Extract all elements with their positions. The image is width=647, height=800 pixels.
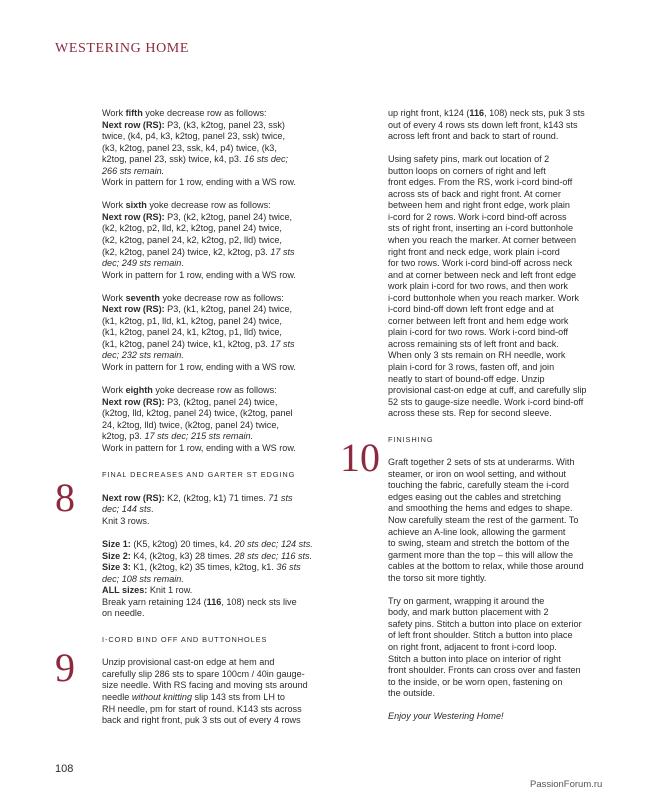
text-line: button loops on corners of right and left — [388, 165, 546, 176]
closing-line: Enjoy your Westering Home! — [388, 711, 504, 722]
sixth-decrease-block: Work sixth yoke decrease row as follows: Next row (RS): P3, (k2, k2tog, panel 24) twice, (k2, k2tog, p2, lld, k2, k2tog, panel 24) twice, (k2, k2tog, panel 24, k2, k2tog, p2, lld) twice, (k2, k2tog, panel 24) twice, k2, k2tog, p3. 17 sts dec; 249 sts remain. Work in pattern for 1 row, ending with a WS row. — [102, 200, 296, 280]
fifth-decrease-block: Work fifth yoke decrease row as follows: Next row (RS): P3, (k3, k2tog, panel 23, ssk) twice, (k4, p4, k3, k2tog, panel 23, ssk) twice, (k3, k2tog, panel 23, ssk, k4, p4) twice, (k3, k2tog, panel 23, ssk) twice, k4, p3. 16 sts dec; 266 sts remain. Work in pattern for 1 row, ending with a WS row. — [102, 108, 296, 188]
step-9-continued: up right front, k124 (116, 108) neck sts, puk 3 sts out of every 4 rows sts down left front, k143 sts across left front and back to start of round. — [388, 108, 585, 142]
finishing-paragraph-2 — [388, 596, 596, 700]
right-column — [388, 108, 596, 723]
text-line: between hem and right front edge, work plain — [388, 200, 570, 211]
step-10-number: 10 — [340, 435, 380, 480]
step-8-number: 8 — [55, 475, 75, 520]
text-line: across sts of back and right front. At corner — [388, 188, 561, 199]
page-number: 108 — [55, 763, 74, 775]
step-9-number: 9 — [55, 645, 75, 690]
text-line: work plain i-cord for two rows, and then work — [388, 281, 568, 292]
text-line: Stitch a button into place on interior of right — [388, 653, 561, 664]
text-line: across these sts. Rep for second sleeve. — [388, 408, 552, 419]
text-line: front edges. From the RS, work i-cord bind-off — [388, 177, 573, 188]
step-10-heading: FINISHING — [388, 434, 434, 444]
text-line: i-cord buttonhole when you reach marker. Work — [388, 292, 579, 303]
text-line: Try on garment, wrapping it around the — [388, 595, 545, 606]
text-line: Now carefully steam the rest of the garment. To — [388, 515, 579, 525]
text-line: body, and mark button placement with 2 — [388, 607, 549, 618]
text-line: cables at the bottom to relax, while those around — [388, 561, 584, 572]
step-8-heading: FINAL DECREASES AND GARTER ST EDGING — [102, 470, 296, 480]
text-line: Using safety pins, mark out location of 2 — [388, 154, 550, 165]
text-line: garment more than the top – this will allow the — [388, 549, 574, 560]
left-column — [102, 108, 313, 727]
text-line: neatly to start of bound-off edge. Unzip — [388, 373, 545, 384]
finishing-paragraph-1 — [388, 457, 596, 584]
text-line: plain i-cord for 3 rows, fasten off, and join — [388, 361, 555, 372]
text-line: to the inside, or be worn open, fastening on — [388, 676, 563, 687]
text-line: front shoulder. Fronts can cross over and fasten — [388, 665, 581, 676]
text-line: and at corner between neck and left front edge — [388, 269, 577, 280]
text-line: across remaining sts of left front and back. — [388, 338, 559, 349]
step-9-body: Unzip provisional cast-on edge at hem and carefully slip 286 sts to spare 100cm / 40in gauge- size needle. With RS facing and moving sts around needle without knitting slip 143 sts from LH to RH needle, pm for start of round. K143 sts across back and right front, puk 3 sts out of every 4 rows — [102, 657, 308, 726]
text-line: steamer, or iron on wool setting, and without — [388, 468, 566, 479]
buttonhole-paragraph — [388, 154, 596, 420]
text-line: 52 sts to gauge-size needle. Work i-cord bind-off — [388, 396, 584, 407]
text-line: Graft together 2 sets of sts at underarms. With — [388, 457, 575, 468]
step-8-sizes: Size 1: (K5, k2tog) 20 times, k4. 20 sts dec; 124 sts. Size 2: K4, (k2tog, k3) 28 times. 28 sts dec; 116 sts. Size 3: K1, (k2tog, k2) 35 times, k2tog, k1. 36 sts dec; 108 sts remain. ALL sizes: Knit 1 row. Break yarn retaining 124 (116, 108) neck sts live on needle. — [102, 538, 313, 619]
text-line: of left front shoulder. Stitch a button into place — [388, 630, 573, 641]
text-line: sts of right front, inserting an i-cord buttonhole — [388, 223, 574, 234]
step-9-heading: I-CORD BIND OFF AND BUTTONHOLES — [102, 634, 268, 644]
page-title: WESTERING HOME — [55, 41, 189, 56]
text-line: plain i-cord for two rows. Work i-cord bind-off — [388, 327, 569, 338]
eighth-decrease-block: Work eighth yoke decrease row as follows: Next row (RS): P3, (k2tog, panel 24) twice, (k2tog, lld, k2tog, panel 24) twice, (k2tog, panel 24, k2tog, lld) twice, (k2tog, panel 24) twice, k2tog, p3. 17 sts dec; 215 sts remain. Work in pattern for 1 row, ending with a WS row. — [102, 384, 296, 453]
seventh-decrease-block: Work seventh yoke decrease row as follows: Next row (RS): P3, (k1, k2tog, panel 24) twice, (k1, k2tog, p1, lld, k1, k2tog, panel 24) twice, (k1, k2tog, panel 24, k1, k2tog, p1, lld) twice, (k1, k2tog, panel 24) twice, k1, k2tog, p3. 17 sts dec; 232 sts remain. Work in pattern for 1 row, ending with a WS row. — [102, 292, 296, 372]
watermark: PassionForum.ru — [530, 779, 603, 790]
text-line: provisional cast-on edge at cuff, and carefully slip — [388, 385, 587, 396]
text-line: and smoothing the hems and edges to shape. — [388, 503, 573, 514]
text-line: corner between left front and hem edge work — [388, 315, 569, 326]
text-line: for two rows. Work i-cord bind-off across neck — [388, 258, 573, 269]
text-line: the torso sit more tightly. — [388, 572, 487, 583]
text-line: When only 3 sts remain on RH needle, work — [388, 350, 566, 361]
text-line: on right front, adjacent to front i-cord loop. — [388, 641, 557, 652]
step-8-next-row: Next row (RS): K2, (k2tog, k1) 71 times. 71 sts dec; 144 sts. Knit 3 rows. — [102, 492, 293, 526]
text-line: i-cord for 2 rows. Work i-cord bind-off across — [388, 211, 567, 222]
text-line: the outside. — [388, 688, 436, 699]
text-line: to swing, steam and stretch the bottom of the — [388, 538, 570, 549]
text-line: safety pins. Stitch a button into place on exterior — [388, 618, 582, 629]
text-line: i-cord bind-off down left front edge and at — [388, 304, 554, 315]
text-line: when you reach the marker. At corner between — [388, 234, 577, 245]
text-line: right front and neck edge, work plain i-cord — [388, 246, 560, 257]
text-line: touching the fabric, carefully steam the i-cord — [388, 480, 569, 491]
text-line: achieve an A-line look, allowing the garment — [388, 526, 566, 537]
text-line: edges easing out the cables and stretching — [388, 491, 561, 502]
